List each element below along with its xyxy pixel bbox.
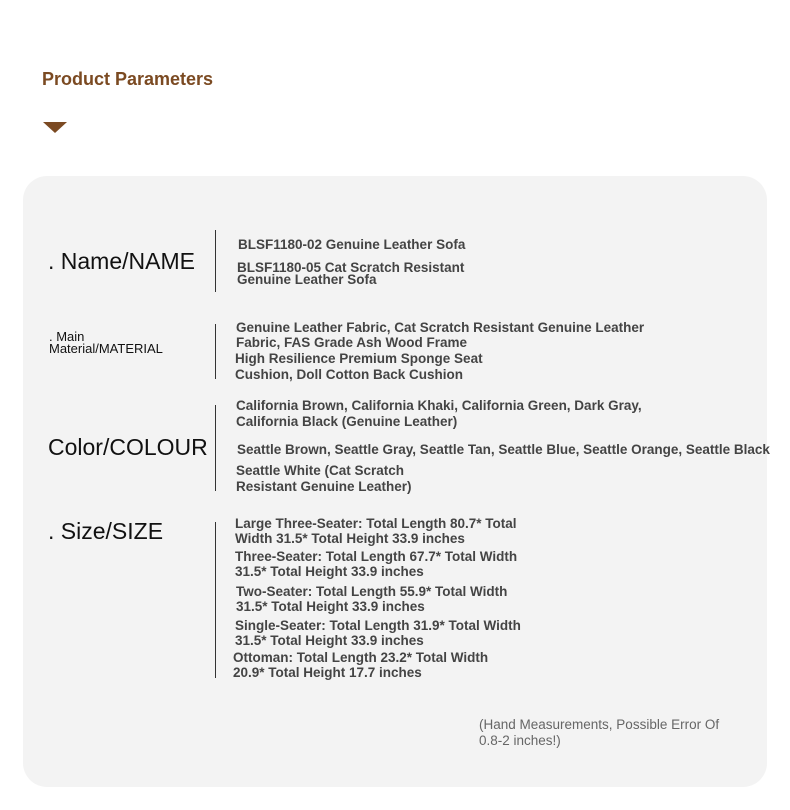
size-label: . Size/SIZE — [48, 518, 164, 544]
color-label: Color/COLOUR — [48, 434, 208, 460]
material-value-line: Fabric, FAS Grade Ash Wood Frame — [236, 335, 468, 350]
material-value-line: Genuine Leather Fabric, Cat Scratch Resistant Genuine Leather — [236, 320, 645, 335]
material-label-line: . Main — [49, 329, 85, 344]
name-value-line: BLSF1180-02 Genuine Leather Sofa — [238, 237, 466, 252]
size-value-line: Three-Seater: Total Length 67.7* Total Width — [235, 549, 518, 564]
size-value-line: Ottoman: Total Length 23.2* Total Width — [233, 650, 489, 665]
measurement-note-line: 0.8-2 inches!) — [479, 732, 561, 748]
size-value-line: Two-Seater: Total Length 55.9* Total Width — [236, 584, 508, 599]
size-value-line: 31.5* Total Height 33.9 inches — [235, 564, 424, 579]
name-label: . Name/NAME — [48, 248, 195, 274]
size-value-line: Single-Seater: Total Length 31.9* Total Width — [235, 618, 521, 633]
size-value-line: Large Three-Seater: Total Length 80.7* Total — [235, 516, 517, 531]
color-value-line: Resistant Genuine Leather) — [236, 479, 412, 494]
color-divider — [215, 405, 216, 491]
color-value-line: California Black (Genuine Leather) — [236, 414, 458, 429]
material-value-line: Cushion, Doll Cotton Back Cushion — [235, 367, 463, 382]
color-value-line: California Brown, California Khaki, California Green, Dark Gray, — [236, 398, 642, 413]
size-value-line: 31.5* Total Height 33.9 inches — [235, 633, 424, 648]
size-value-line: 31.5* Total Height 33.9 inches — [236, 599, 425, 614]
size-divider — [215, 522, 216, 678]
material-value-line: High Resilience Premium Sponge Seat — [235, 351, 483, 366]
color-value-line: Seattle White (Cat Scratch — [236, 463, 405, 478]
measurement-note — [479, 717, 719, 748]
color-value-line: Seattle Brown, Seattle Gray, Seattle Tan, Seattle Blue, Seattle Orange, Seattle Black — [237, 442, 770, 457]
size-value-line: 20.9* Total Height 17.7 inches — [233, 665, 422, 680]
down-arrow-icon — [43, 122, 67, 133]
material-label-line: Material/MATERIAL — [49, 341, 163, 356]
name-value-line: Genuine Leather Sofa — [237, 272, 377, 287]
material-divider — [215, 324, 216, 379]
measurement-note-line: (Hand Measurements, Possible Error Of — [479, 717, 720, 732]
name-divider — [215, 230, 216, 292]
name-value-line: BLSF1180-05 Cat Scratch Resistant — [237, 260, 465, 275]
section-title: Product Parameters — [42, 69, 214, 89]
size-value-line: Width 31.5* Total Height 33.9 inches — [235, 531, 465, 546]
